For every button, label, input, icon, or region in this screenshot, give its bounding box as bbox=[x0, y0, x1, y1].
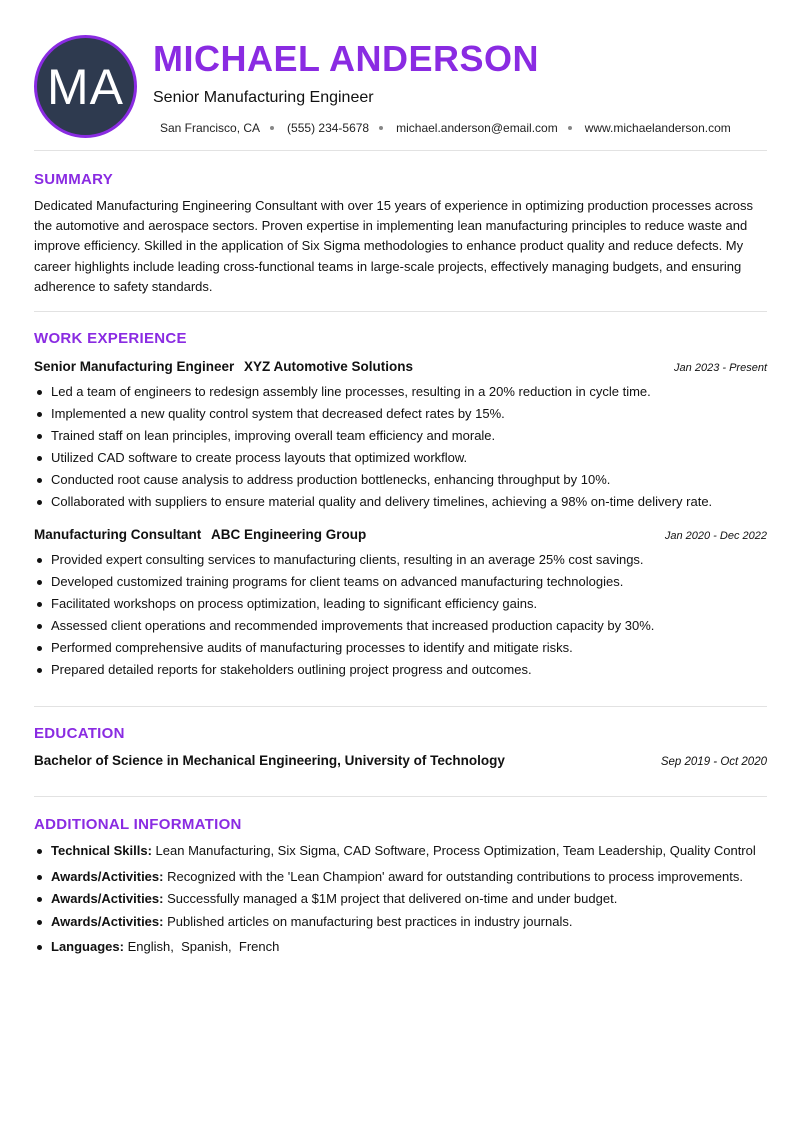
contact-separator bbox=[568, 126, 572, 130]
job-bullets bbox=[34, 381, 774, 513]
job-header bbox=[34, 359, 767, 374]
item-text: Successfully managed a $1M project that delivered on-time and under budget. bbox=[167, 891, 618, 906]
job-dates: Jan 2020 - Dec 2022 bbox=[664, 530, 767, 542]
list-item: Trained staff on lean principles, improving overall team efficiency and morale. bbox=[34, 425, 774, 447]
job-role: Manufacturing Consultant bbox=[34, 527, 202, 542]
item-text: Lean Manufacturing, Six Sigma, CAD Software, Process Optimization, Team Leadership, Quality Control bbox=[155, 843, 756, 858]
education-entry bbox=[34, 753, 767, 768]
education-dates: Sep 2019 - Oct 2020 bbox=[660, 756, 767, 768]
list-item: Provided expert consulting services to manufacturing clients, resulting in an average 25% cost savings. bbox=[34, 549, 774, 571]
job-role: Senior Manufacturing Engineer bbox=[34, 359, 235, 374]
education-degree: Bachelor of Science in Mechanical Engineering, University of Technology bbox=[34, 753, 505, 768]
list-item: Led a team of engineers to redesign assembly line processes, resulting in a 20% reduction in cycle time. bbox=[34, 381, 774, 403]
item-label: Awards/Activities: bbox=[51, 868, 164, 884]
item-text: Recognized with the 'Lean Champion' award for outstanding contributions to process improvements. bbox=[167, 868, 743, 884]
contact-email[interactable]: michael.anderson@email.com bbox=[396, 121, 558, 135]
contact-website[interactable]: www.michaelanderson.com bbox=[584, 121, 731, 135]
item-label: Awards/Activities: bbox=[51, 913, 164, 929]
contact-location: San Francisco, CA bbox=[160, 121, 261, 135]
list-item: Conducted root cause analysis to address production bottlenecks, enhancing throughput by 10%. bbox=[34, 469, 774, 491]
item-label: Awards/Activities: bbox=[51, 891, 164, 906]
contact-bar bbox=[160, 121, 731, 135]
list-item: Implemented a new quality control system that decreased defect rates by 15%. bbox=[34, 403, 774, 425]
section-divider bbox=[34, 311, 767, 312]
job-title bbox=[34, 527, 366, 542]
contact-phone[interactable]: (555) 234-5678 bbox=[287, 121, 370, 135]
list-item: Assessed client operations and recommended improvements that increased production capacity by 30%. bbox=[34, 615, 774, 637]
list-item bbox=[34, 866, 774, 889]
section-divider bbox=[34, 706, 767, 707]
list-item bbox=[34, 840, 774, 863]
job-company: ABC Engineering Group bbox=[211, 527, 367, 542]
job-header bbox=[34, 527, 767, 542]
item-text: Published articles on manufacturing best practices in industry journals. bbox=[167, 913, 573, 929]
education-heading: EDUCATION bbox=[34, 725, 125, 742]
job-title bbox=[34, 359, 413, 374]
list-item: Performed comprehensive audits of manufacturing processes to identify and mitigate risks. bbox=[34, 637, 774, 659]
list-item bbox=[34, 936, 774, 959]
job-bullets bbox=[34, 549, 774, 681]
avatar bbox=[34, 35, 137, 138]
list-item bbox=[34, 911, 774, 934]
summary-text: Dedicated Manufacturing Engineering Consultant with over 15 years of experience in optimizing production processes across the automotive and aerospace sectors. Proven expertise in implementing lean manufacturing principles to reduce waste and improve efficiency. Skilled in the application of Six Sigma methodologies to enhance product quality and reduce defects. My career highlights include leading cross-functional teams in large-scale projects, effectively managing budgets, and ensuring adherence to safety standards. bbox=[34, 198, 754, 294]
additional-heading: ADDITIONAL INFORMATION bbox=[34, 816, 242, 833]
experience-heading: WORK EXPERIENCE bbox=[34, 330, 187, 347]
item-text: English, Spanish, French bbox=[127, 939, 280, 954]
candidate-name: MICHAEL ANDERSON bbox=[153, 38, 540, 79]
candidate-title: Senior Manufacturing Engineer bbox=[153, 89, 374, 106]
list-item: Collaborated with suppliers to ensure material quality and delivery timelines, achieving a 98% on-time delivery rate. bbox=[34, 491, 774, 513]
list-item: Developed customized training programs for client teams on advanced manufacturing technologies. bbox=[34, 571, 774, 593]
list-item: Facilitated workshops on process optimization, leading to significant efficiency gains. bbox=[34, 593, 774, 615]
list-item: Prepared detailed reports for stakeholders outlining project progress and outcomes. bbox=[34, 659, 774, 681]
list-item bbox=[34, 888, 774, 911]
item-label: Languages: bbox=[51, 939, 124, 954]
contact-separator bbox=[270, 126, 274, 130]
job-dates: Jan 2023 - Present bbox=[674, 362, 767, 374]
section-divider bbox=[34, 150, 767, 151]
summary-heading: SUMMARY bbox=[34, 171, 114, 188]
section-divider bbox=[34, 796, 767, 797]
job-company: XYZ Automotive Solutions bbox=[244, 359, 414, 374]
list-item: Utilized CAD software to create process layouts that optimized workflow. bbox=[34, 447, 774, 469]
avatar-initials: MA bbox=[47, 58, 124, 115]
additional-list bbox=[34, 840, 774, 959]
contact-separator bbox=[379, 126, 383, 130]
item-label: Technical Skills: bbox=[51, 843, 152, 858]
